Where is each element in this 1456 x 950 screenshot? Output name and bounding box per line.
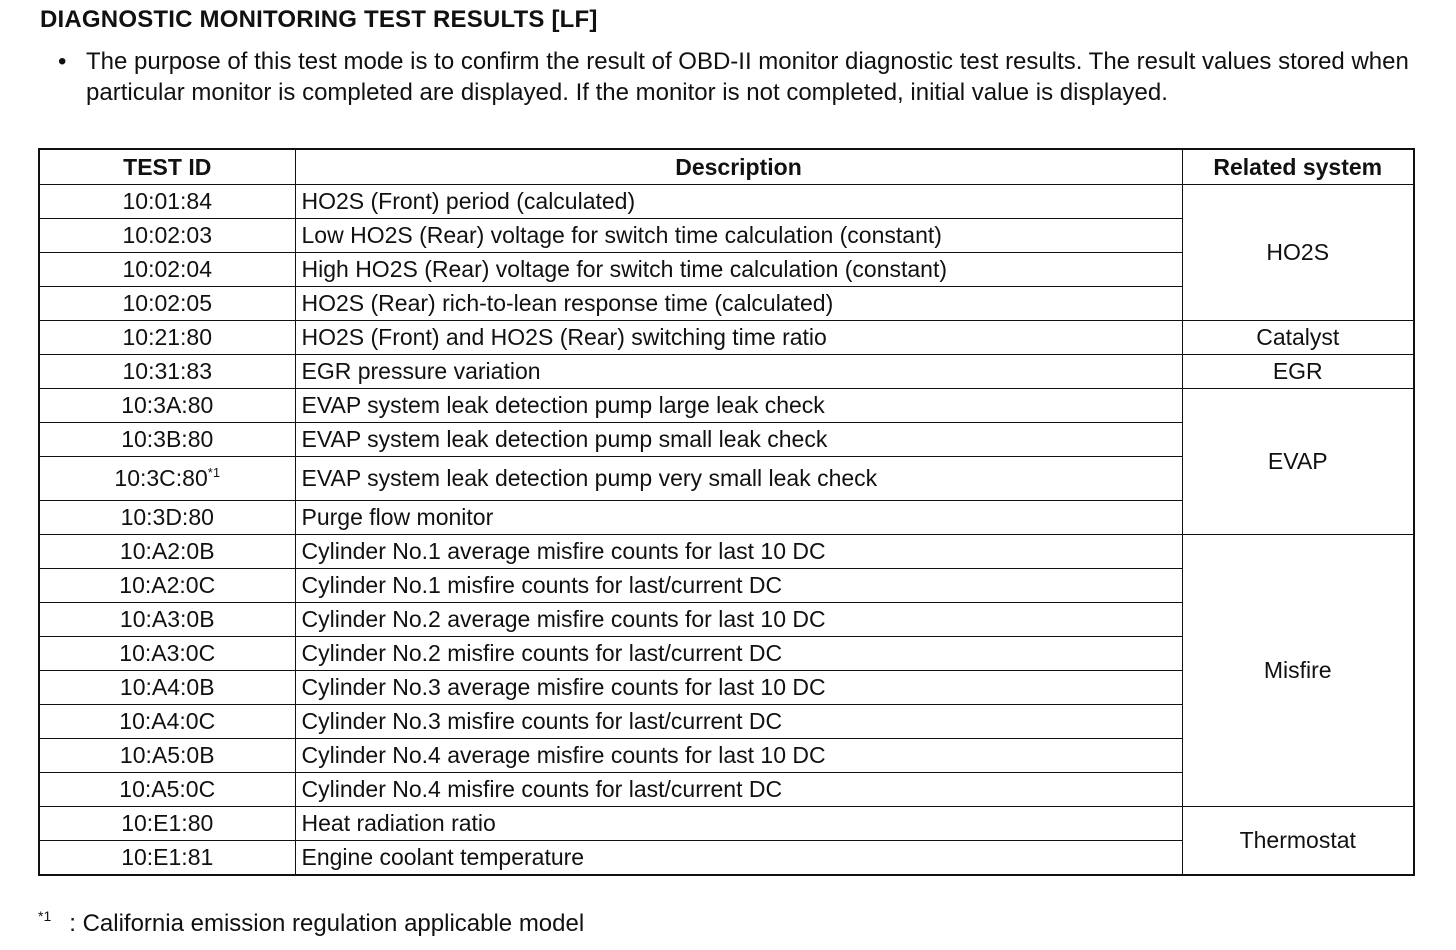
description-cell: Cylinder No.1 misfire counts for last/current DC — [295, 569, 1182, 603]
related-system-cell: Catalyst — [1182, 321, 1414, 355]
related-system-cell: HO2S — [1182, 185, 1414, 321]
test-id-cell: 10:E1:81 — [39, 841, 295, 876]
description-cell: Cylinder No.3 misfire counts for last/current DC — [295, 705, 1182, 739]
test-id-cell: 10:21:80 — [39, 321, 295, 355]
bullet-icon: • — [58, 48, 67, 75]
test-id-cell: 10:A5:0B — [39, 739, 295, 773]
description-cell: HO2S (Front) and HO2S (Rear) switching time ratio — [295, 321, 1182, 355]
test-id-cell: 10:3B:80 — [39, 423, 295, 457]
test-id-cell: 10:A3:0B — [39, 603, 295, 637]
description-cell: High HO2S (Rear) voltage for switch time calculation (constant) — [295, 253, 1182, 287]
test-id-cell: 10:01:84 — [39, 185, 295, 219]
related-system-cell: EVAP — [1182, 389, 1414, 535]
description-cell: EVAP system leak detection pump small leak check — [295, 423, 1182, 457]
description-cell: EVAP system leak detection pump large leak check — [295, 389, 1182, 423]
description-cell: Purge flow monitor — [295, 501, 1182, 535]
description-cell: Engine coolant temperature — [295, 841, 1182, 876]
description-cell: Cylinder No.2 misfire counts for last/current DC — [295, 637, 1182, 671]
related-system-cell: Misfire — [1182, 535, 1414, 807]
test-id-cell: 10:31:83 — [39, 355, 295, 389]
footnote-text: : California emission regulation applicable model — [69, 910, 585, 937]
description-cell: HO2S (Front) period (calculated) — [295, 185, 1182, 219]
test-id-cell: 10:E1:80 — [39, 807, 295, 841]
table-row — [39, 185, 1414, 219]
table-row — [39, 355, 1414, 389]
test-id-cell: 10:A5:0C — [39, 773, 295, 807]
intro-text: The purpose of this test mode is to confirm the result of OBD-II monitor diagnostic test results. The result values stored when particular monitor is completed are displayed. If the monitor is not completed, initial value is displayed. — [86, 48, 1409, 106]
test-id-cell: 10:A2:0B — [39, 535, 295, 569]
header-description: Description — [295, 149, 1182, 185]
table-row — [39, 389, 1414, 423]
description-cell: Cylinder No.3 average misfire counts for last 10 DC — [295, 671, 1182, 705]
footnote-mark: *1 — [38, 908, 52, 924]
description-cell: Cylinder No.4 misfire counts for last/current DC — [295, 773, 1182, 807]
table-row — [39, 321, 1414, 355]
description-cell: Cylinder No.1 average misfire counts for last 10 DC — [295, 535, 1182, 569]
test-id-cell: 10:02:05 — [39, 287, 295, 321]
intro-paragraph — [58, 46, 1428, 108]
description-cell: EGR pressure variation — [295, 355, 1182, 389]
footnote — [38, 910, 584, 938]
description-cell: HO2S (Rear) rich-to-lean response time (calculated) — [295, 287, 1182, 321]
test-id-cell: 10:A4:0C — [39, 705, 295, 739]
related-system-cell: Thermostat — [1182, 807, 1414, 876]
test-id-cell: 10:3D:80 — [39, 501, 295, 535]
test-id-text: 10:3C:80 — [114, 465, 208, 491]
test-id-cell: 10:A4:0B — [39, 671, 295, 705]
page-title: DIAGNOSTIC MONITORING TEST RESULTS [LF] — [40, 6, 598, 33]
test-id-cell: 10:A3:0C — [39, 637, 295, 671]
table-row — [39, 807, 1414, 841]
description-cell: EVAP system leak detection pump very small leak check — [295, 457, 1182, 501]
table-header-row — [39, 149, 1414, 185]
description-cell: Cylinder No.4 average misfire counts for last 10 DC — [295, 739, 1182, 773]
header-related-system: Related system — [1182, 149, 1414, 185]
test-id-cell: 10:02:03 — [39, 219, 295, 253]
footnote-ref: *1 — [207, 465, 221, 480]
description-cell: Low HO2S (Rear) voltage for switch time calculation (constant) — [295, 219, 1182, 253]
description-cell: Cylinder No.2 average misfire counts for last 10 DC — [295, 603, 1182, 637]
test-results-table — [38, 148, 1415, 876]
related-system-cell: EGR — [1182, 355, 1414, 389]
test-id-cell: 10:3A:80 — [39, 389, 295, 423]
table-row — [39, 535, 1414, 569]
header-test-id: TEST ID — [39, 149, 295, 185]
test-id-cell: 10:A2:0C — [39, 569, 295, 603]
description-cell: Heat radiation ratio — [295, 807, 1182, 841]
test-id-cell — [39, 457, 295, 501]
test-id-cell: 10:02:04 — [39, 253, 295, 287]
